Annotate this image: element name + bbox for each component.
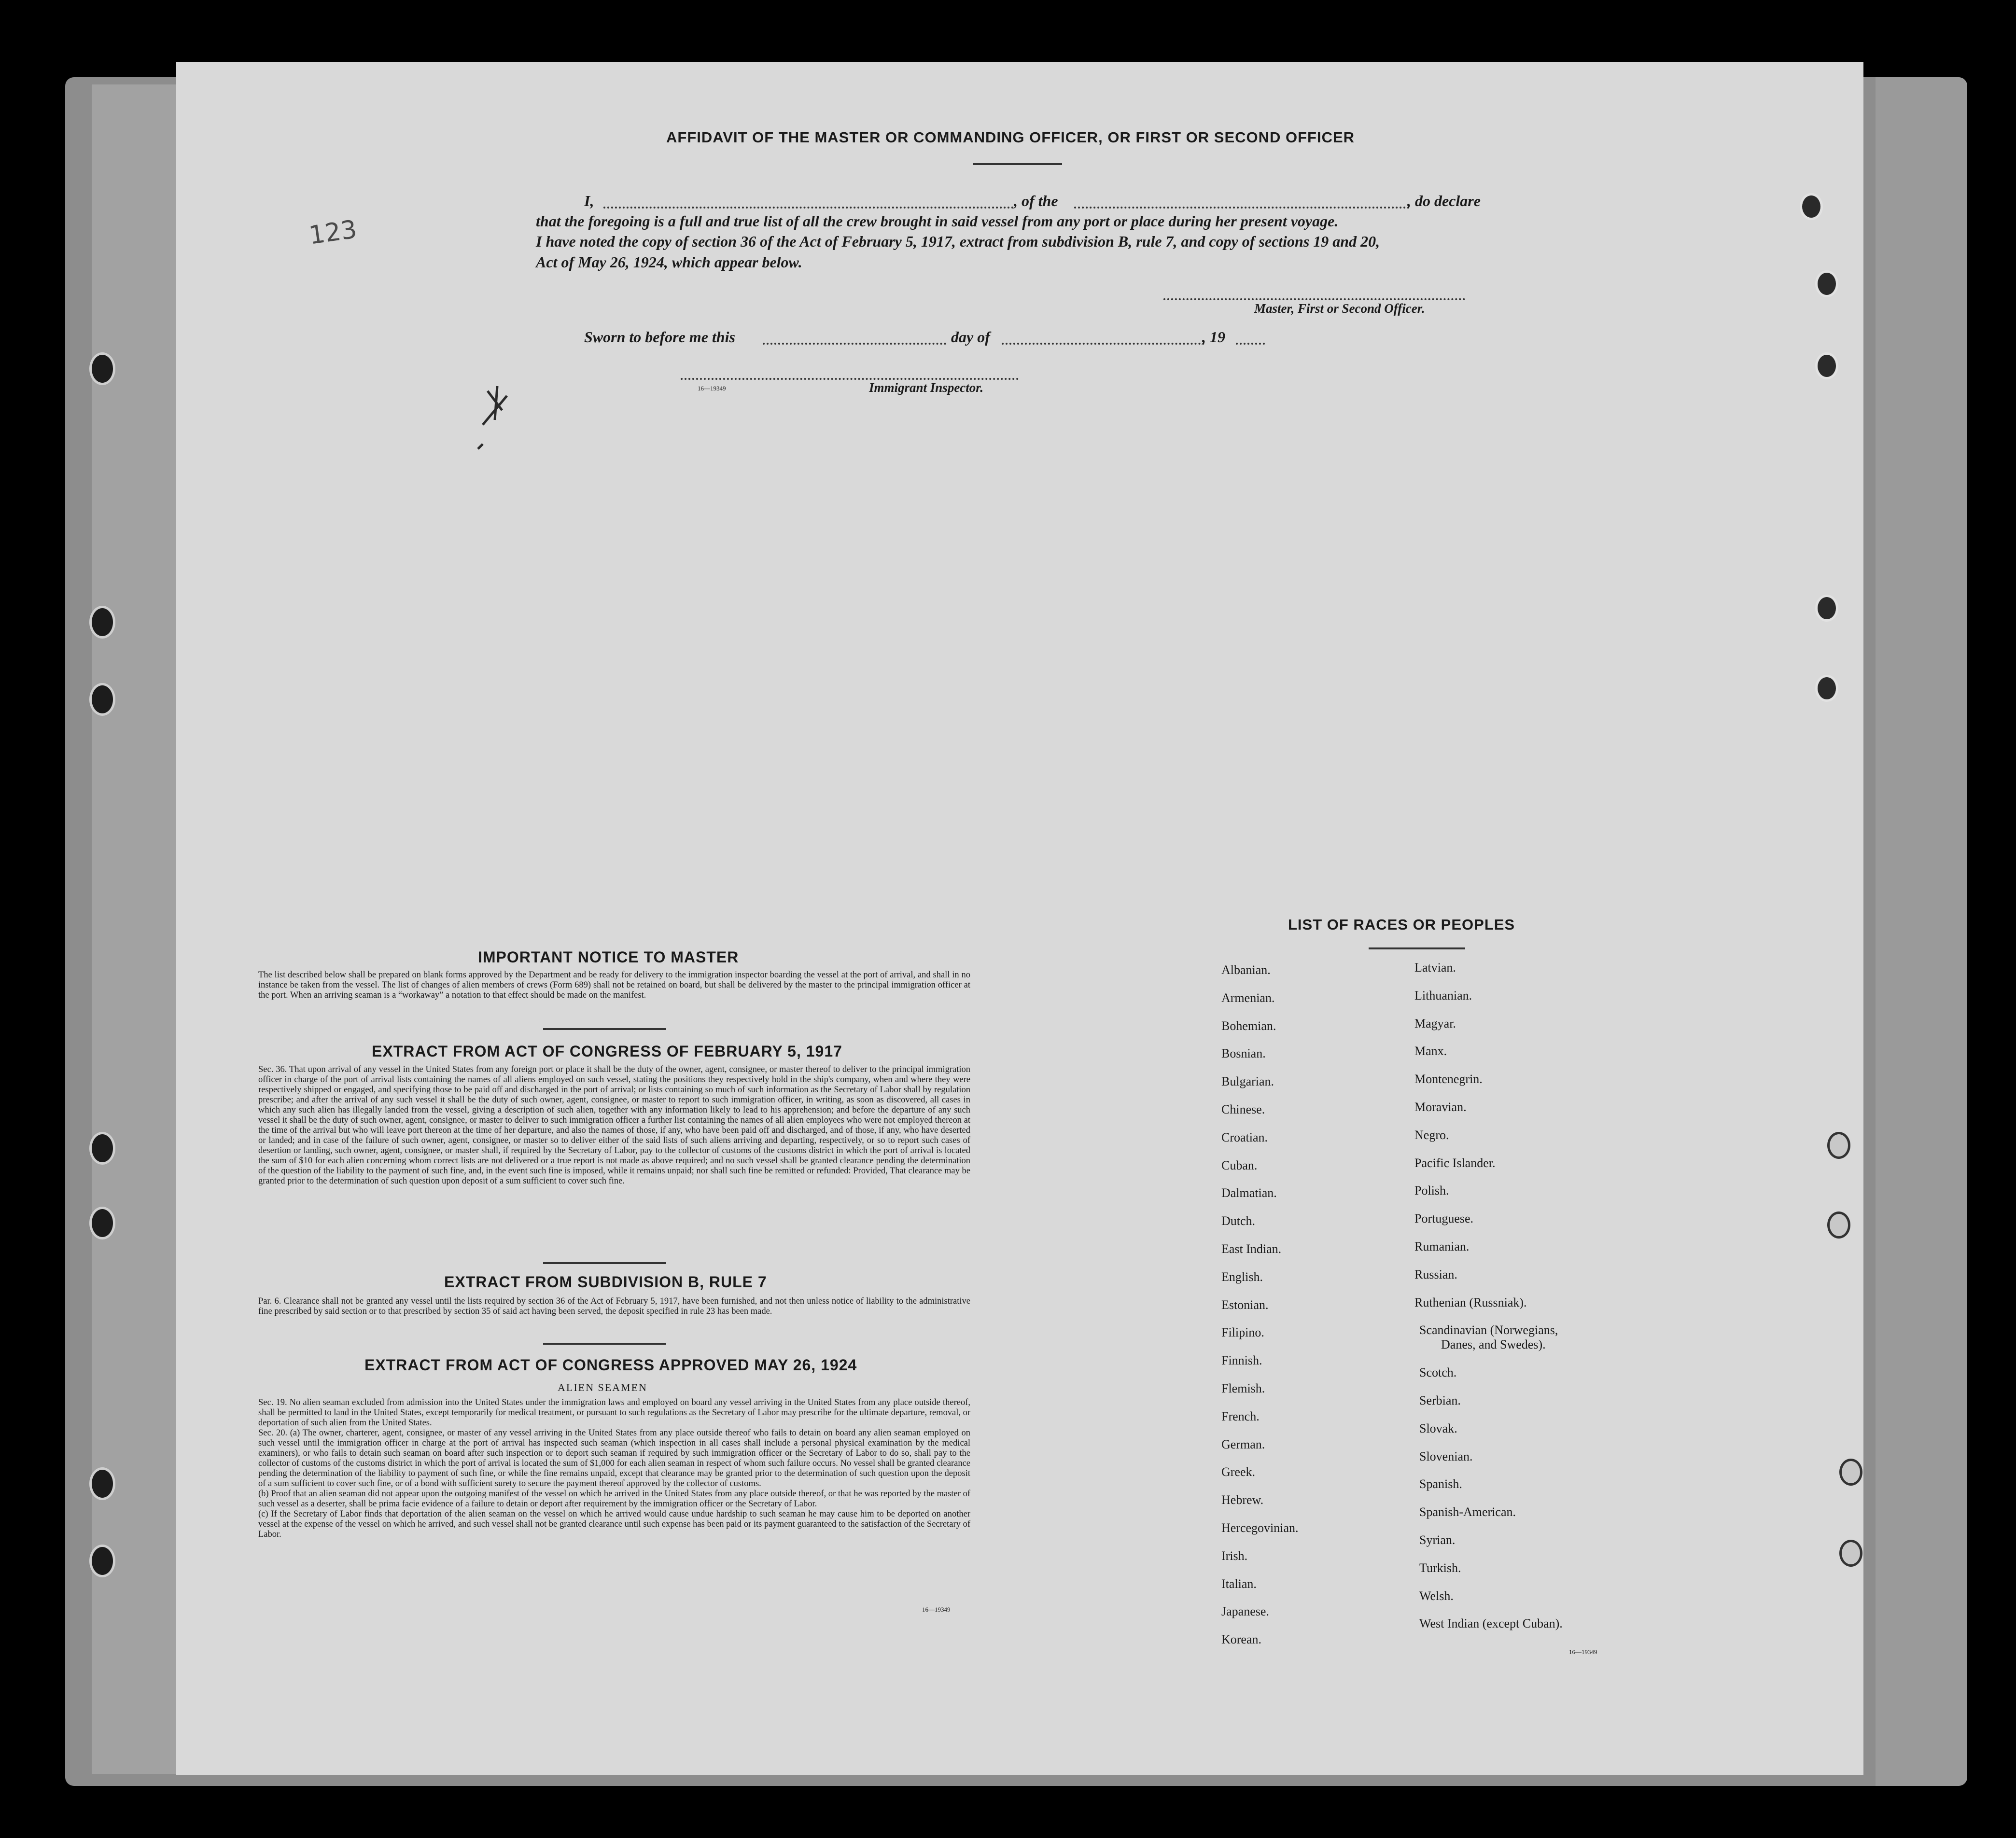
affidavit-line-3: I have noted the copy of section 36 of the Act of February 5, 1917, extract from subdivision B, rule 7, and copy of sections 19 and 20,: [536, 233, 1380, 250]
race-item: Spanish.: [1419, 1477, 1462, 1491]
extract-1917-title: EXTRACT FROM ACT OF CONGRESS OF FEBRUARY 5, 1917: [372, 1043, 842, 1060]
section-divider: [543, 1262, 666, 1264]
race-item: Russian.: [1414, 1267, 1457, 1281]
extract-1924-title: EXTRACT FROM ACT OF CONGRESS APPROVED MAY 26, 1924: [364, 1356, 857, 1374]
affidavit-declare: , do declare: [1407, 192, 1481, 209]
race-item: Scandinavian (Norwegians,: [1419, 1323, 1558, 1337]
sec-20c-paragraph: (c) If the Secretary of Labor finds that deportation of the alien seaman on the vessel on which he arrived would cause undue hardship to such seaman he may cause him to be deported on another vessel at the expense of the vessel on which he arrived, and such vessel shall not be granted clearance until such expense has been paid or its payment guaranteed to the satisfaction of the Secretary of Labor.: [258, 1509, 970, 1539]
binding-hole-icon: [89, 352, 115, 385]
left-binding-strip: [92, 84, 179, 1774]
ink-mark: [468, 381, 536, 459]
binding-hole-icon: [89, 683, 115, 716]
race-item: Welsh.: [1419, 1588, 1454, 1603]
notice-paragraph: The list described below shall be prepared on blank forms approved by the Department and be ready for delivery to the immigration inspector boarding the vessel at the port of arrival, and shall in no instance be taken from the vessel. The list of changes of alien members of crews (Form 689) shall not be retained on board, but shall be delivered by the master to the principal immigration officer at the port. When an arriving seaman is a “workaway” a notation to that effect should be made on the manifest.: [258, 970, 970, 1000]
race-item: Syrian.: [1419, 1533, 1456, 1547]
race-item: Manx.: [1414, 1044, 1447, 1058]
punch-hole-icon: [1839, 1540, 1862, 1567]
race-item: Hercegovinian.: [1221, 1521, 1299, 1535]
race-item: Bosnian.: [1221, 1046, 1266, 1061]
inspector-signature-blank[interactable]: [681, 369, 1019, 380]
races-form-number: 16—19349: [1569, 1648, 1597, 1656]
races-title: LIST OF RACES OR PEOPLES: [1288, 916, 1515, 933]
punch-hole-icon: [1839, 1459, 1862, 1486]
race-item: Filipino.: [1221, 1325, 1264, 1340]
race-item: German.: [1221, 1437, 1265, 1451]
race-item: Pacific Islander.: [1414, 1156, 1496, 1170]
extract-1917-text: [244, 1065, 970, 1186]
inspector-label: Immigrant Inspector.: [869, 380, 984, 395]
sworn-year-blank[interactable]: [1236, 332, 1265, 345]
race-item: Bulgarian.: [1221, 1074, 1274, 1089]
extract-rule7-title: EXTRACT FROM SUBDIVISION B, RULE 7: [444, 1273, 767, 1291]
race-item: English.: [1221, 1269, 1263, 1284]
race-item: Negro.: [1414, 1128, 1449, 1142]
race-item: Korean.: [1221, 1632, 1262, 1647]
race-item: Latvian.: [1414, 961, 1456, 975]
master-signature-blank[interactable]: [1163, 289, 1465, 300]
binding-hole-icon: [89, 1545, 115, 1577]
punch-hole-icon: [1800, 193, 1823, 220]
master-label: Master, First or Second Officer.: [1254, 301, 1425, 316]
race-item: East Indian.: [1221, 1242, 1282, 1256]
affidavit-of-the: , of the: [1014, 192, 1058, 209]
extract-rule7-text: [244, 1296, 970, 1317]
race-item: Scotch.: [1419, 1365, 1457, 1380]
binding-hole-icon: [89, 606, 115, 639]
extract-1924-text: [244, 1398, 970, 1540]
sworn-prefix: Sworn to before me this: [584, 328, 735, 346]
affidavit-form-number: 16—19349: [698, 385, 726, 392]
race-item: Slovenian.: [1419, 1449, 1473, 1463]
race-item: Cuban.: [1221, 1158, 1258, 1172]
vessel-blank[interactable]: [1074, 195, 1410, 209]
race-item: West Indian (except Cuban).: [1419, 1616, 1563, 1631]
affidavit-i: I,: [584, 192, 594, 209]
punch-hole-icon: [1815, 595, 1838, 622]
handwritten-page-number: 123: [307, 215, 359, 251]
race-item: Dalmatian.: [1221, 1186, 1277, 1200]
par-6-paragraph: Par. 6. Clearance shall not be granted any vessel until the lists required by section 36 of the Act of February 5, 1917, have been furnished, and not then unless notice of liability to the administrative fine prescribed by said section or to that prescribed by section 35 of said act having been served, the deposit specified in rule 23 has been made.: [258, 1296, 970, 1316]
race-item: Hebrew.: [1221, 1493, 1264, 1507]
race-item: Rumanian.: [1414, 1239, 1470, 1253]
binding-hole-icon: [89, 1467, 115, 1500]
race-item: Polish.: [1414, 1184, 1449, 1198]
race-item: Croatian.: [1221, 1130, 1268, 1144]
punch-hole-icon: [1815, 270, 1838, 297]
race-item: Spanish-American.: [1419, 1505, 1516, 1519]
race-item: Montenegrin.: [1414, 1072, 1483, 1086]
punch-hole-icon: [1827, 1211, 1850, 1239]
sec-19-paragraph: Sec. 19. No alien seaman excluded from admission into the United States under the immigration laws and employed on board any vessel arriving in the United States from any place outside thereof, shall be permitted to land in the United States, except temporarily for medical treatment, or pursuant to such regulations as the Secretary of Labor may prescribe for the ultimate departure, removal, or deportation of such alien from the United States.: [258, 1398, 970, 1428]
punch-hole-icon: [1815, 352, 1838, 379]
race-item: Finnish.: [1221, 1353, 1262, 1368]
races-title-divider: [1369, 947, 1465, 949]
race-item: Magyar.: [1414, 1016, 1456, 1030]
affidavit-line-4: Act of May 26, 1924, which appear below.: [536, 253, 802, 271]
race-item: Dutch.: [1221, 1214, 1256, 1228]
race-item: Slovak.: [1419, 1421, 1457, 1435]
notice-text: [244, 970, 970, 1001]
sworn-day-blank[interactable]: [763, 332, 946, 345]
affidavit-line-2: that the foregoing is a full and true list of all the crew brought in said vessel from any port or place during her present voyage.: [536, 212, 1339, 230]
affidavit-title: AFFIDAVIT OF THE MASTER OR COMMANDING OFFICER, OR FIRST OR SECOND OFFICER: [666, 129, 1355, 146]
race-item: Irish.: [1221, 1548, 1248, 1563]
race-item: Serbian.: [1419, 1393, 1461, 1407]
race-item: Bohemian.: [1221, 1018, 1276, 1033]
alien-seamen-subtitle: ALIEN SEAMEN: [558, 1381, 647, 1393]
race-item: Danes, and Swedes).: [1441, 1337, 1546, 1352]
binding-hole-icon: [89, 1132, 115, 1165]
extract-form-number: 16—19349: [922, 1606, 951, 1613]
race-item: Greek.: [1221, 1465, 1256, 1479]
race-item: Lithuanian.: [1414, 988, 1472, 1003]
sworn-year: , 19: [1202, 328, 1225, 346]
race-item: Moravian.: [1414, 1100, 1467, 1114]
sworn-month-blank[interactable]: [1002, 332, 1204, 345]
race-item: Flemish.: [1221, 1381, 1265, 1395]
race-item: Armenian.: [1221, 990, 1275, 1005]
right-binding-strip: [1876, 77, 1967, 1786]
race-item: Chinese.: [1221, 1102, 1265, 1116]
section-divider: [543, 1343, 666, 1345]
race-item: Portuguese.: [1414, 1211, 1474, 1226]
punch-hole-icon: [1815, 675, 1838, 702]
race-item: Italian.: [1221, 1576, 1257, 1591]
sec-20a-paragraph: Sec. 20. (a) The owner, charterer, agent, consignee, or master of any vessel arriving in the United States from any place outside thereof who fails to detain on board any alien seaman employed on such vessel until the immigration officer in charge at the port of arrival has inspected such seaman (which inspection in all cases shall include a personal physical examination by the medical examiners), or who fails to detain such seaman on board after such inspection or to deport such seaman if required by such immigration officer or the Secretary of Labor to do so, shall pay to the collector of customs of the customs district in which the port of arrival is located the sum of $1,000 for each alien seaman in respect of whom such failure occurs. No vessel shall be granted clearance pending the determination of the liability to payment of such fine, or while the fine remains unpaid, except that clearance may be granted prior to the determination of such question upon the deposit of a sum sufficient to cover such fine, or of a bond with sufficient surety to secure the payment thereof approved by the collector of customs.: [258, 1428, 970, 1489]
race-item: Albanian.: [1221, 963, 1271, 977]
sec-20b-paragraph: (b) Proof that an alien seaman did not appear upon the outgoing manifest of the vessel on which he arrived in the United States from any place outside thereof, or that he was reported by the master of such vessel as a deserter, shall be prima facie evidence of a failure to detain or deport after requirement by the immigration officer or the Secretary of Labor.: [258, 1489, 970, 1509]
title-divider: [973, 163, 1062, 165]
race-item: Ruthenian (Russniak).: [1414, 1295, 1527, 1309]
name-blank[interactable]: [603, 195, 1014, 209]
race-item: Japanese.: [1221, 1604, 1269, 1619]
race-item: Estonian.: [1221, 1297, 1269, 1312]
section-divider: [543, 1028, 666, 1030]
punch-hole-icon: [1827, 1132, 1850, 1159]
sworn-day: day of: [951, 328, 990, 346]
race-item: French.: [1221, 1409, 1260, 1423]
race-item: Turkish.: [1419, 1560, 1461, 1575]
sec-36-paragraph: Sec. 36. That upon arrival of any vessel in the United States from any foreign port or place it shall be the duty of the owner, agent, consignee, or master thereof to deliver to the principal immigration officer in charge of the port of arrival lists containing the names of all aliens employed on such vessel, stating the positions they respectively hold in the ship's company, when and where they were respectively shipped or engaged, and specifying those to be paid off and discharged in the port of arrival; or lists containing so much of such information as the Secretary of Labor shall by regulation prescribe; and after the arrival of any such vessel it shall be the duty of such owner, agent, consignee, or master to report to such immigration officer, in writing, as soon as discovered, all cases in which any such alien has illegally landed from the vessel, giving a description of such alien, together with any information likely to lead to his apprehension; and before the departure of any such vessel it shall be the duty of such owner, agent, consignee, or master to deliver to such immigration officer a further list containing the names of all alien employees who were not employed thereon at the time of the arrival but who will leave port thereon at the time of her departure, and also the names of those, if any, who have been paid off and discharged, and of those, if any, who have deserted or landed; and in case of the failure of such owner, agent, consignee, or master so to deliver either of the said lists of such aliens arriving and departing, respectively, or so to report such cases of desertion or landing, such owner, agent, consignee, or master shall, if required by the Secretary of Labor, pay to the collector of customs of the customs district in which the port of arrival is located the sum of $10 for each alien concerning whom correct lists are not delivered or a true report is not made as above required; and no such vessel shall be granted clearance pending the determination of the question of the liability to the payment of such fine, and, in the event such fine is imposed, while it remains unpaid; nor shall such fine be remitted or refunded: Provided, That clearance may be granted prior to the determination of such question upon deposit of a sum sufficient to cover such fine.: [258, 1065, 970, 1186]
binding-hole-icon: [89, 1207, 115, 1239]
notice-title: IMPORTANT NOTICE TO MASTER: [478, 948, 739, 966]
